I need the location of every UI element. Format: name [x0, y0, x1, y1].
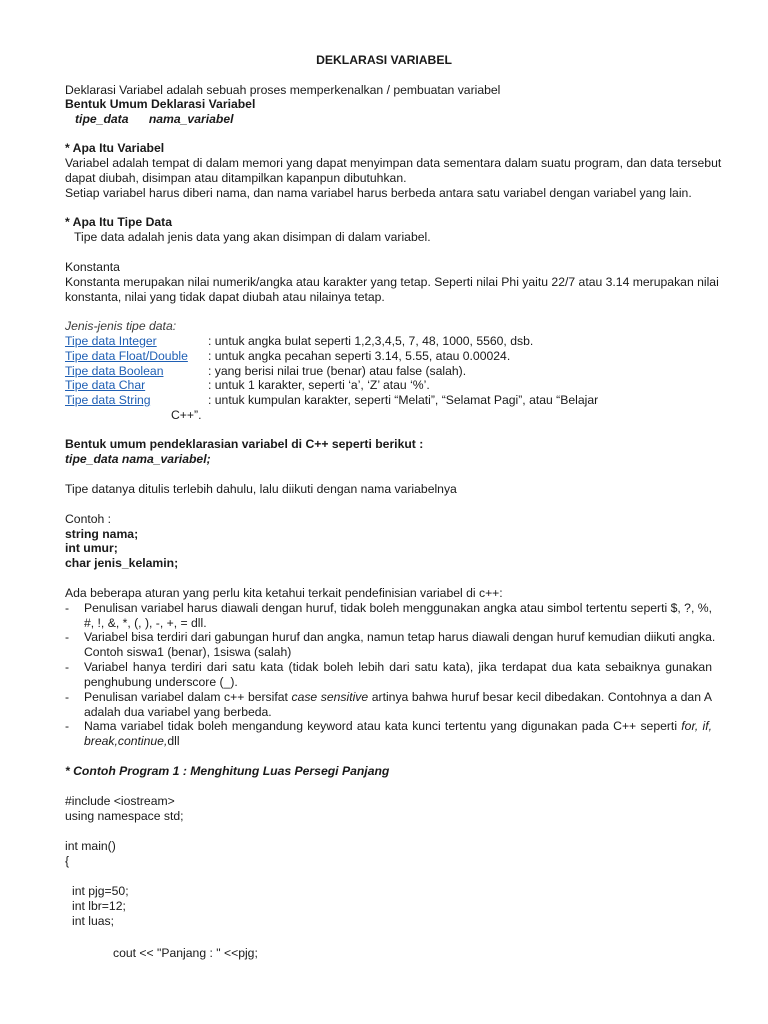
aturan-2-line-2: Contoh siswa1 (benar), 1siswa (salah) [84, 645, 292, 659]
apa-variabel-line-1: Variabel adalah tempat di dalam memori yang dapat menyimpan data sementara dalam suatu program, dan data tersebut [65, 156, 722, 170]
konstanta-line-2: konstanta, nilai yang tidak dapat diubah atau nilainya tetap. [65, 290, 385, 304]
aturan-2-line-1: Variabel bisa terdiri dari gabungan huruf dan angka, namun tetap harus diawali dengan huruf kemudian diikuti angka. [84, 630, 716, 644]
aturan-1-line-1: Penulisan variabel harus diawali dengan huruf, tidak boleh menggunakan angka atau simbol tertentu seperti $, ?, %, [84, 601, 712, 615]
aturan-3-line-2: penghubung underscore (_). [84, 675, 238, 689]
apa-tipe-data-heading: * Apa Itu Tipe Data [65, 215, 172, 229]
code-luas: int luas; [72, 914, 115, 928]
aturan-5-emphasis-2: break,continue, [84, 734, 168, 748]
aturan-4-post: artinya bahwa huruf besar kecil dibedakan. Contohnya a dan A [368, 690, 713, 704]
document-title: DEKLARASI VARIABEL [316, 53, 452, 67]
link-tipe-data-integer[interactable]: Tipe data Integer [65, 334, 157, 348]
desc-tipe-data-string: : untuk kumpulan karakter, seperti “Melati”, “Selamat Pagi”, atau “Belajar [208, 393, 599, 407]
aturan-5-line-1 [84, 719, 712, 734]
code-main: int main() [65, 839, 116, 853]
aturan-heading: Ada beberapa aturan yang perlu kita ketahui terkait pendefinisian variabel di c++: [65, 586, 503, 600]
desc-tipe-data-boolean: : yang berisi nilai true (benar) atau false (salah). [208, 364, 467, 378]
code-open-brace: { [65, 854, 70, 868]
bullet-3: - [65, 660, 70, 674]
aturan-5-line-2 [84, 734, 712, 749]
pendeklarasian-heading: Bentuk umum pendeklarasian variabel di C++ seperti berikut : [65, 437, 424, 451]
apa-variabel-line-3: Setiap variabel harus diberi nama, dan nama variabel harus berbeda antara satu variabel dengan variabel yang lain. [65, 186, 692, 200]
bullet-4: - [65, 690, 70, 704]
bentuk-umum-heading: Bentuk Umum Deklarasi Variabel [65, 97, 256, 111]
link-tipe-data-float-double[interactable]: Tipe data Float/Double [65, 349, 188, 363]
code-pjg: int pjg=50; [72, 884, 129, 898]
code-include: #include <iostream> [65, 794, 175, 808]
bentuk-umum-syntax: tipe_data nama_variabel [75, 112, 234, 126]
link-tipe-data-boolean[interactable]: Tipe data Boolean [65, 364, 164, 378]
aturan-5-post: dll [167, 734, 180, 748]
aturan-4-pre: Penulisan variabel dalam c++ bersifat [84, 690, 292, 704]
link-tipe-data-char[interactable]: Tipe data Char [65, 378, 146, 392]
aturan-3-line-1: Variabel hanya terdiri dari satu kata (tidak boleh lebih dari satu kata), jika terdapat dua kata sebaiknya gunakan [84, 660, 712, 674]
desc-tipe-data-string-continuation: C++”. [171, 408, 202, 422]
konstanta-line-1: Konstanta merupakan nilai numerik/angka atau karakter yang tetap. Seperti nilai Phi yaitu 22/7 atau 3.14 merupakan nilai [65, 275, 719, 289]
aturan-4-line-2: adalah dua variabel yang berbeda. [84, 705, 272, 719]
contoh-line-2: int umur; [65, 541, 118, 555]
contoh-line-3: char jenis_kelamin; [65, 556, 179, 570]
apa-variabel-line-2: dapat diubah, disimpan atau ditampilkan kapanpun dibutuhkan. [65, 171, 407, 185]
desc-tipe-data-char: : untuk 1 karakter, seperti ‘a’, ‘Z’ atau ‘%’. [208, 378, 430, 392]
apa-variabel-heading: * Apa Itu Variabel [65, 141, 165, 155]
aturan-1-line-2: #, !, &, *, (, ), -, +, = dll. [84, 616, 207, 630]
aturan-4-emphasis: case sensitive [291, 690, 369, 704]
contoh-heading: Contoh : [65, 512, 112, 526]
intro-text: Deklarasi Variabel adalah sebuah proses memperkenalkan / pembuatan variabel [65, 83, 501, 97]
code-using: using namespace std; [65, 809, 184, 823]
bullet-1: - [65, 601, 70, 615]
code-lbr: int lbr=12; [72, 899, 126, 913]
aturan-4-line-1 [84, 690, 712, 705]
contoh-line-1: string nama; [65, 527, 139, 541]
bullet-2: - [65, 630, 70, 644]
konstanta-heading: Konstanta [65, 260, 120, 274]
aturan-5-pre: Nama variabel tidak boleh mengandung keyword atau kata kunci tertentu yang digunakan pada C++ seperti [84, 719, 682, 733]
aturan-5-emphasis-1: for, if, [681, 719, 712, 733]
link-tipe-data-string[interactable]: Tipe data String [65, 393, 151, 407]
program-heading: * Contoh Program 1 : Menghitung Luas Persegi Panjang [65, 764, 390, 778]
code-cout: cout << "Panjang : " <<pjg; [113, 946, 258, 960]
pendeklarasian-note: Tipe datanya ditulis terlebih dahulu, lalu diikuti dengan nama variabelnya [65, 482, 457, 496]
jenis-heading: Jenis-jenis tipe data: [65, 319, 177, 333]
desc-tipe-data-float-double: : untuk angka pecahan seperti 3.14, 5.55, atau 0.00024. [208, 349, 511, 363]
desc-tipe-data-integer: : untuk angka bulat seperti 1,2,3,4,5, 7, 48, 1000, 5560, dsb. [208, 334, 534, 348]
bullet-5: - [65, 719, 70, 733]
pendeklarasian-syntax: tipe_data nama_variabel; [65, 452, 211, 466]
apa-tipe-data-line-1: Tipe data adalah jenis data yang akan disimpan di dalam variabel. [74, 230, 431, 244]
